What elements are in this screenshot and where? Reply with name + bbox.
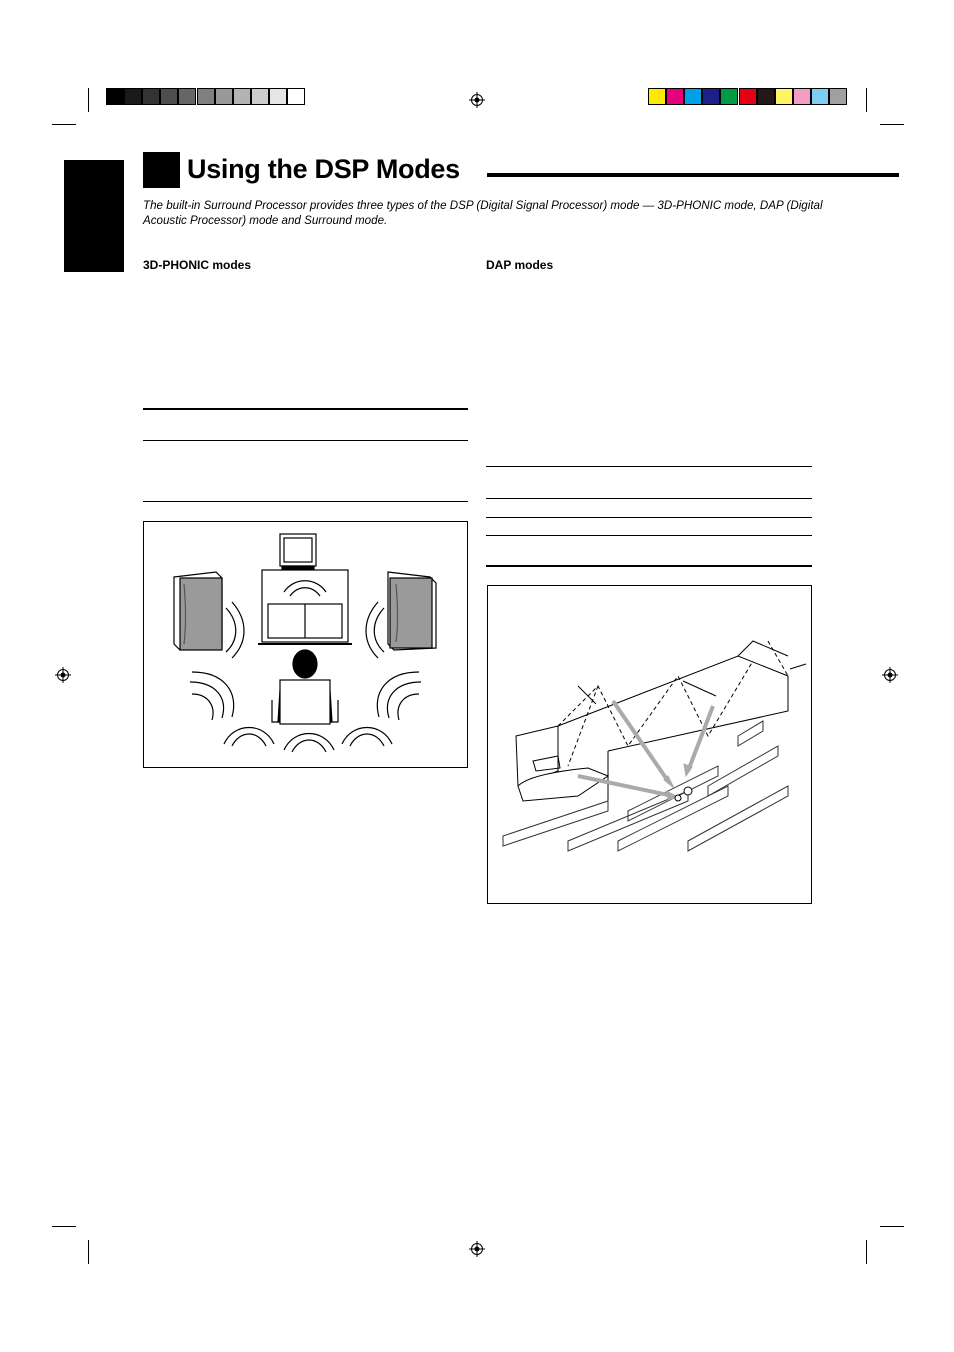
section-heading-3d-phonic: 3D-PHONIC modes <box>143 258 252 272</box>
gray-swatch <box>178 88 196 105</box>
color-swatch <box>757 88 775 105</box>
listener-icon <box>272 650 338 724</box>
color-swatch <box>648 88 666 105</box>
section-marker-box <box>143 152 180 188</box>
color-swatch <box>684 88 702 105</box>
gray-swatch <box>106 88 124 105</box>
registration-target-icon <box>469 1241 485 1257</box>
gray-swatch <box>287 88 305 105</box>
color-swatch <box>829 88 847 105</box>
gray-swatch <box>269 88 287 105</box>
listener-speakers-illustration <box>144 522 467 767</box>
gray-swatch <box>160 88 178 105</box>
color-swatch <box>775 88 793 105</box>
registration-target-icon <box>882 667 898 683</box>
color-swatch <box>720 88 738 105</box>
right-speaker-icon <box>388 572 436 650</box>
color-swatch <box>739 88 757 105</box>
television-icon <box>280 534 316 570</box>
gray-swatch <box>233 88 251 105</box>
figure-concert-hall <box>487 585 812 904</box>
left-speaker-icon <box>174 572 222 650</box>
gray-swatch <box>251 88 269 105</box>
title-rule <box>487 173 899 177</box>
gray-swatch <box>142 88 160 105</box>
registration-target-icon <box>55 667 71 683</box>
color-swatch <box>811 88 829 105</box>
tv-cabinet-icon <box>258 570 352 644</box>
page-title: Using the DSP Modes <box>187 154 460 184</box>
gray-swatch <box>124 88 142 105</box>
intro-paragraph: The built-in Surround Processor provides three types of the DSP (Digital Signal Processor) mode — 3D-PHONIC mode, DAP (Digital Acoustic Processor) mode and Surround mode. <box>143 199 823 227</box>
gray-swatch <box>215 88 233 105</box>
concert-hall-illustration <box>488 586 811 903</box>
gray-swatch <box>197 88 215 105</box>
color-swatch <box>666 88 684 105</box>
color-swatch <box>793 88 811 105</box>
registration-target-icon <box>469 92 485 108</box>
section-heading-dap: DAP modes <box>486 258 554 272</box>
figure-living-room <box>143 521 468 768</box>
color-swatch <box>702 88 720 105</box>
side-language-tab <box>64 160 124 272</box>
